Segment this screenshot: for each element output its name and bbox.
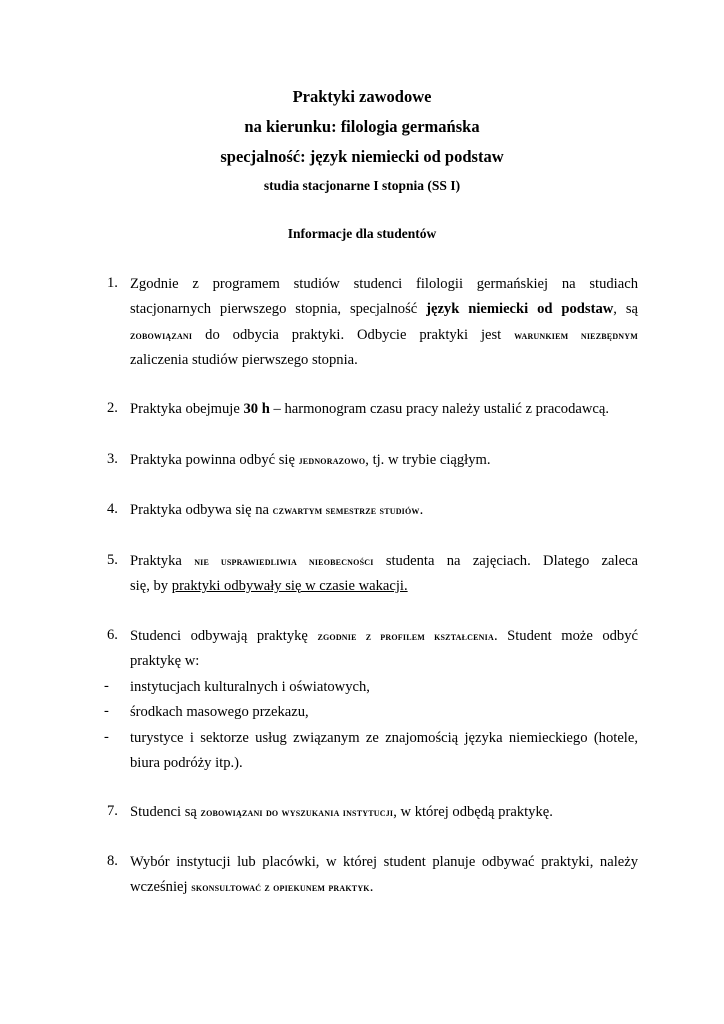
item-text-line: Zgodnie z programem studiów studenci filologii germańskiej na studiach: [130, 276, 638, 292]
item-number: 4.: [107, 501, 118, 517]
item-number: 2.: [107, 400, 118, 416]
item-number: 7.: [107, 803, 118, 819]
item-text-line: Praktyka obejmuje 30 h – harmonogram czasu pracy należy ustalić z pracodawcą.: [130, 401, 609, 417]
bullet-dash: -: [104, 729, 109, 745]
item-text-line: Studenci są zobowiązani do wyszukania instytucji, w której odbędą praktykę.: [130, 804, 553, 820]
item-text-line: Praktyka powinna odbyć się jednorazowo, tj. w trybie ciągłym.: [130, 452, 491, 468]
bullet-item: instytucjach kulturalnych i oświatowych,: [130, 679, 370, 695]
document-title: Praktyki zawodowe: [292, 87, 432, 106]
underlined-text: praktyki odbywały się w czasie wakacji.: [171, 578, 408, 594]
item-text-line: praktykę w:: [130, 653, 200, 669]
item-text-line: zaliczenia studiów pierwszego stopnia.: [130, 352, 358, 368]
item-text-line: Praktyka nie usprawiedliwia nieobecności studenta na zajęciach. Dlatego zaleca: [130, 553, 638, 569]
specialization: specjalność: język niemiecki od podstaw: [220, 147, 504, 166]
item-number: 1.: [107, 275, 118, 291]
bullet-dash: -: [104, 678, 109, 694]
item-text-line: Studenci odbywają praktykę zgodnie z profilem kształcenia. Student może odbyć: [130, 628, 639, 644]
item-text-line: się, by praktyki odbywały się w czasie wakacji.: [130, 578, 408, 594]
item-number: 6.: [107, 627, 118, 643]
field-of-study: na kierunku: filologia germańska: [244, 117, 480, 136]
item-number: 5.: [107, 552, 118, 568]
section-heading: Informacje dla studentów: [287, 226, 437, 241]
item-number: 8.: [107, 853, 118, 869]
item-text-line: zobowiązani do odbycia praktyki. Odbycie praktyki jest warunkiem niezbędnym: [130, 327, 639, 343]
bullet-dash: -: [104, 703, 109, 719]
item-text-line: Wybór instytucji lub placówki, w której student planuje odbywać praktyki, należy: [130, 854, 638, 870]
bullet-item-continued: biura podróży itp.).: [130, 755, 243, 771]
item-text-line: stacjonarnych pierwszego stopnia, specjalność język niemiecki od podstaw, są: [130, 301, 638, 317]
item-number: 3.: [107, 451, 118, 467]
item-text-line: Praktyka odbywa się na czwartym semestrze studiów.: [130, 502, 424, 518]
item-text-line: wcześniej skonsultować z opiekunem praktyk.: [130, 879, 374, 895]
bullet-item: środkach masowego przekazu,: [130, 704, 309, 720]
bullet-item: turystyce i sektorze usług związanym ze znajomością języka niemieckiego (hotele,: [130, 730, 638, 746]
study-mode: studia stacjonarne I stopnia (SS I): [263, 178, 461, 193]
